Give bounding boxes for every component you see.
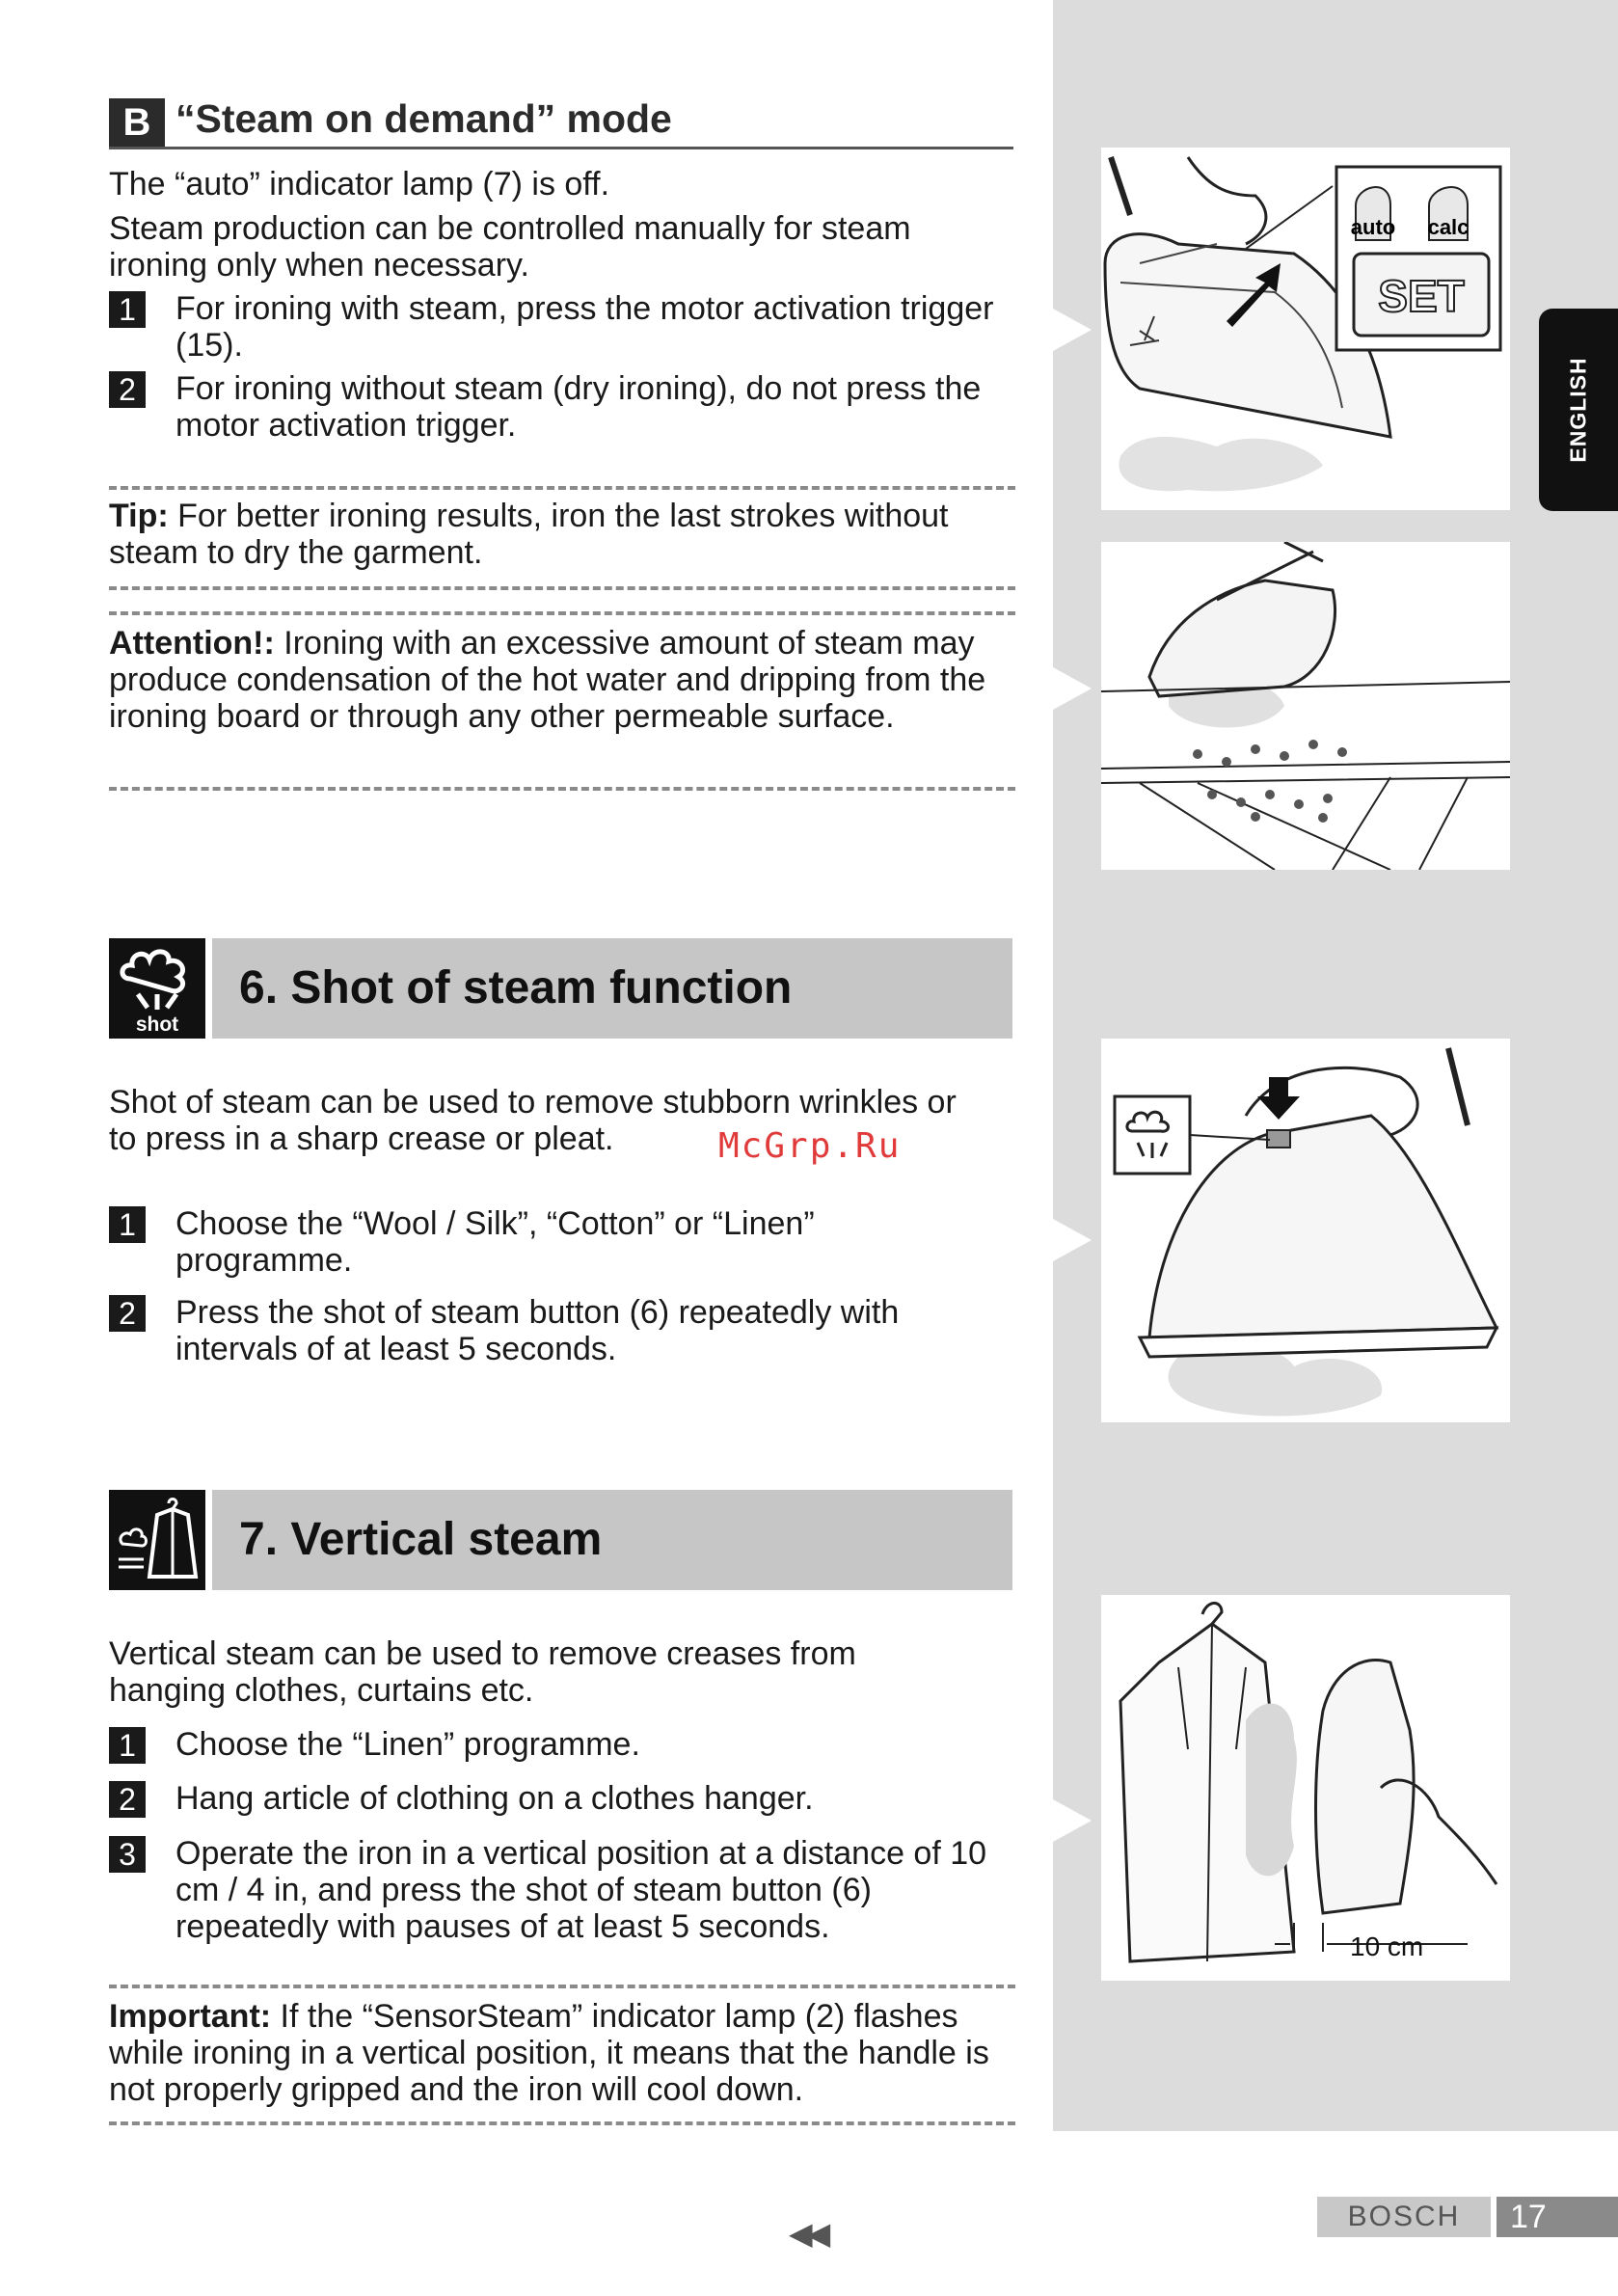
important-note [109, 1998, 1015, 2108]
section-7-title: 7. Vertical steam [239, 1514, 603, 1565]
divider [109, 787, 1015, 791]
divider [109, 611, 1015, 615]
section-b-rule [109, 147, 1013, 149]
panel-pointer [1053, 309, 1092, 351]
figure-vertical-steam [1101, 1595, 1510, 1981]
section-6-header [212, 938, 1012, 1039]
back-nav-icon[interactable]: ◀◀ [789, 2216, 825, 2251]
page-number: 17 [1497, 2197, 1618, 2237]
brand-label: BOSCH [1317, 2197, 1491, 2237]
step-number: 1 [109, 1727, 146, 1764]
panel-pointer [1053, 667, 1092, 710]
section-7-intro: Vertical steam can be used to remove creases from hanging clothes, curtains etc. [109, 1635, 856, 1709]
watermark: McGrp.Ru [718, 1126, 902, 1166]
step-text: For ironing without steam (dry ironing), do not press the motor activation trigger. [175, 370, 982, 444]
language-tab[interactable]: ENGLISH [1539, 309, 1618, 511]
shot-icon-label: shot [135, 1013, 179, 1036]
step-number: 3 [109, 1836, 146, 1873]
section-b-title: “Steam on demand” mode [175, 96, 672, 141]
panel-pointer [1053, 1799, 1092, 1842]
step-number: 2 [109, 1781, 146, 1818]
btn-calc-label: calc [1427, 215, 1470, 239]
step-number: 2 [109, 371, 146, 408]
step-text: Choose the “Wool / Silk”, “Cotton” or “Linen” programme. [175, 1205, 815, 1279]
important-label: Important: [109, 1998, 272, 2035]
figure-steam-trigger [1101, 148, 1510, 510]
step-text: For ironing with steam, press the motor activation trigger (15). [175, 290, 994, 364]
section-6-intro: Shot of steam can be used to remove stubborn wrinkles or to press in a sharp crease or pleat. [109, 1084, 957, 1157]
step-number: 2 [109, 1295, 146, 1332]
panel-pointer [1053, 1219, 1092, 1261]
section-b-letter-box: B [109, 98, 165, 147]
distance-label: 10 cm [1350, 1931, 1424, 1961]
section-b-para2: Steam production can be controlled manually for steam ironing only when necessary. [109, 210, 911, 284]
tip-note [109, 498, 1015, 571]
figure-shot-button [1101, 1039, 1510, 1422]
tip-text: For better ironing results, iron the last strokes without steam to dry the garment. [109, 498, 949, 571]
step-text: Press the shot of steam button (6) repeatedly with intervals of at least 5 seconds. [175, 1294, 900, 1367]
section-7-header [212, 1490, 1012, 1590]
divider [109, 1985, 1015, 1988]
step-text: Hang article of clothing on a clothes hanger. [175, 1780, 814, 1817]
attention-note [109, 625, 1015, 735]
step-text: Operate the iron in a vertical position at a distance of 10 cm / 4 in, and press the shot of steam button (6) repeatedly with pauses of at least 5 seconds. [175, 1835, 987, 1945]
attention-label: Attention!: [109, 625, 275, 662]
section-6-title: 6. Shot of steam function [239, 962, 793, 1013]
tip-label: Tip: [109, 498, 169, 534]
section-b-para1: The “auto” indicator lamp (7) is off. [109, 166, 610, 203]
shot-of-steam-icon [109, 938, 205, 1039]
important-text: If the “SensorSteam” indicator lamp (2) flashes while ironing in a vertical position, it means that the handle is not properly gripped and the iron will cool down. [109, 1998, 989, 2108]
btn-set-label: SET [1378, 271, 1465, 321]
step-number: 1 [109, 1206, 146, 1243]
attention-text: Ironing with an excessive amount of steam may produce condensation of the hot water and dripping from the ironing board or through any other permeable surface. [109, 625, 986, 735]
step-text: Choose the “Linen” programme. [175, 1726, 640, 1763]
divider [109, 586, 1015, 590]
step-number: 1 [109, 291, 146, 328]
figure-condensation [1101, 542, 1510, 870]
btn-auto-label: auto [1350, 215, 1396, 239]
divider [109, 2121, 1015, 2125]
vertical-steam-icon [109, 1490, 205, 1590]
divider [109, 486, 1015, 490]
